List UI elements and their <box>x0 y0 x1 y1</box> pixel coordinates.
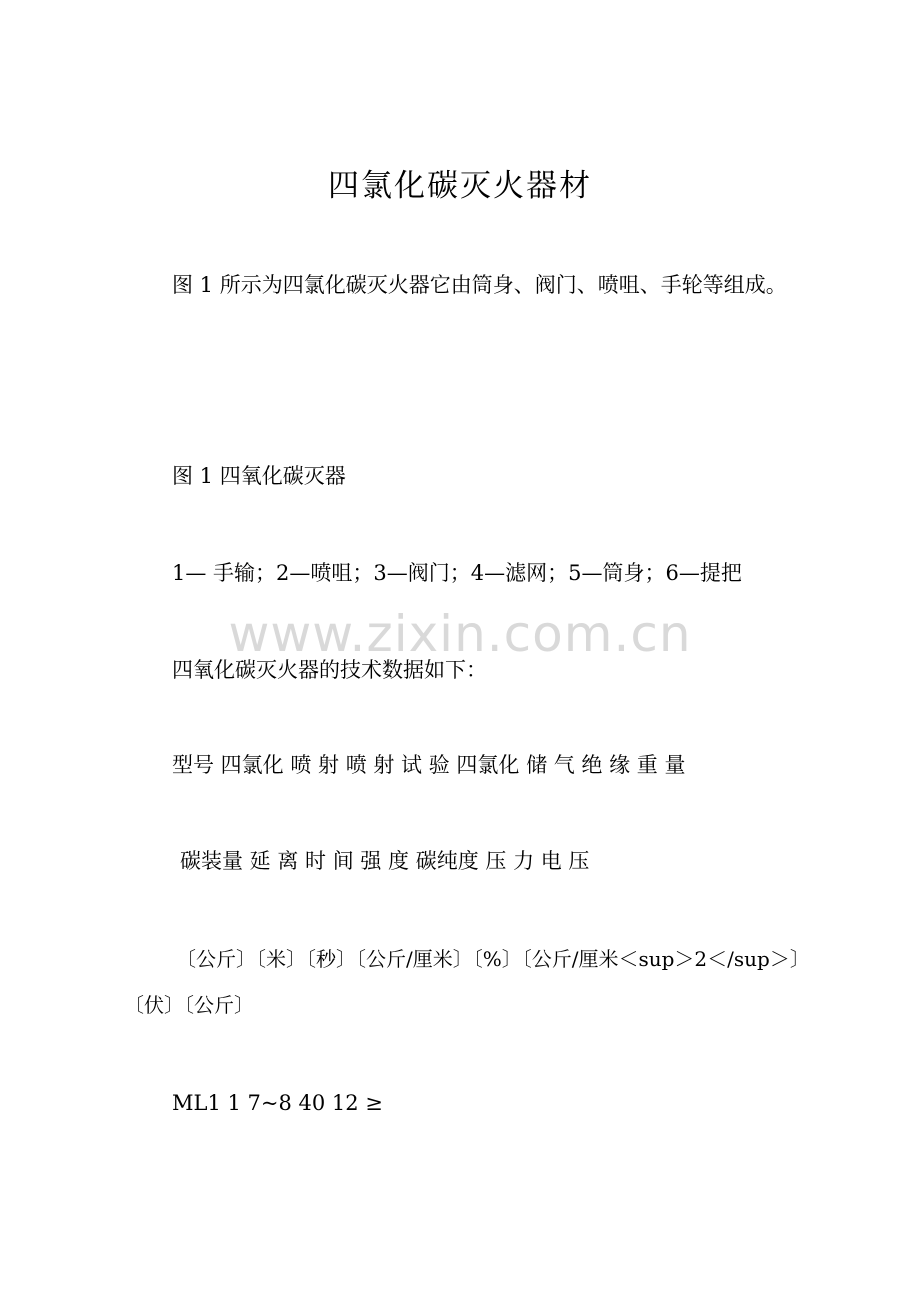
table-header-row-1: 型号 四氯化 喷 射 喷 射 试 验 四氯化 储 气 绝 缘 重 量 <box>172 753 686 777</box>
figure-legend: 1— 手输；2—喷咀；3—阀门；4—滤网；5—筒身；6—提把 <box>172 561 742 585</box>
document-title: 四氯化碳灭火器材 <box>328 168 592 204</box>
figure-caption: 图 1 四氧化碳灭器 <box>172 464 346 488</box>
table-units-row: 〔公斤〕〔米〕〔秒〕〔公斤/厘米〕〔%〕〔公斤/厘米＜sup＞2＜/sup＞〕〔伏〕〔公斤〕 <box>124 947 810 1017</box>
table-row-ml1: ML1 1 7~8 40 12 ≥ <box>172 1091 383 1115</box>
data-intro: 四氧化碳灭火器的技术数据如下： <box>172 658 487 682</box>
intro-paragraph: 图 1 所示为四氯化碳灭火器它由筒身、阀门、喷咀、手轮等组成。 <box>172 273 787 297</box>
watermark: www.zixin.com.cn <box>228 605 692 663</box>
table-header-row-2: 碳装量 延 离 时 间 强 度 碳纯度 压 力 电 压 <box>180 849 590 873</box>
